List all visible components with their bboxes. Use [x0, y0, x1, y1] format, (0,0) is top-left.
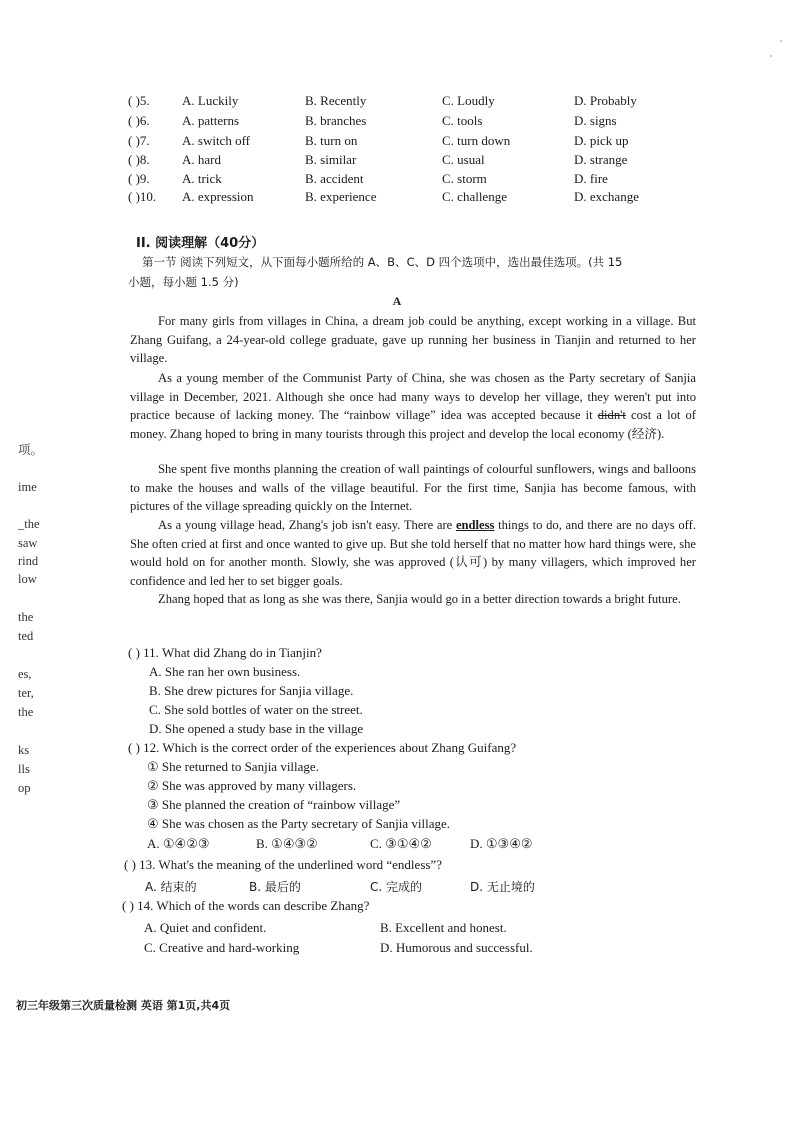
option-d: D. exchange	[574, 189, 639, 204]
margin-fragment: saw	[18, 536, 38, 550]
paragraph-text-part: things to do, and there are no days off. She often cried at first and once wanted to give up. But she told herself that no matter how hard things were, she would hold on for another month. Slowly, she was approved (认可) by many villagers, which improved her confidence and led her to set bigger goals.	[130, 518, 696, 588]
margin-fragment: op	[18, 781, 31, 795]
margin-fragment: ime	[18, 480, 37, 494]
question-13-option-c: C. 完成的	[370, 880, 423, 894]
paragraph-text: She spent five months planning the creation of wall paintings of colourful sunflowers, wings and balloons to make the houses and walls of the village beautiful. For the first time, Sanjia has become famous, with pictures of the village spreading quickly on the Internet.	[130, 462, 696, 514]
paragraph-text: For many girls from villages in China, a dream job could be anything, except working in a village. But Zhang Guifang, a 24-year-old college graduate, gave up running her business in Tianjin and returned to her village.	[130, 314, 696, 366]
margin-fragment: es,	[18, 667, 32, 681]
option-d: D. pick up	[574, 133, 629, 148]
option-b: B. experience	[305, 189, 377, 204]
option-c: C. challenge	[442, 189, 507, 204]
question-number: ( )7.	[128, 133, 150, 148]
question-12-option-a: A. ①④②③	[147, 836, 210, 851]
question-14-option-b: B. Excellent and honest.	[380, 920, 507, 935]
struck-word: didn't	[597, 408, 626, 423]
paragraph-text	[130, 369, 696, 443]
passage-paragraph-3	[130, 460, 696, 516]
option-b: B. branches	[305, 113, 367, 128]
question-number: ( )9.	[128, 171, 150, 186]
question-11-option-d: D. She opened a study base in the village	[149, 721, 364, 736]
question-13-option-d: D. 无止境的	[470, 880, 535, 894]
question-12-event-1: ① She returned to Sanjia village.	[147, 759, 319, 774]
option-a: A. trick	[182, 171, 222, 186]
question-number: ( )6.	[128, 113, 150, 128]
question-14-option-a: A. Quiet and confident.	[144, 920, 267, 935]
margin-fragment: _the	[18, 517, 40, 531]
paragraph-text-part: cost a lot of money. Zhang hoped to bring in many tourists through this project and develop the local economy (经济).	[130, 408, 696, 441]
question-14-option-d: D. Humorous and successful.	[380, 940, 533, 955]
paragraph-text-part: As a young village head, Zhang's job isn't easy. There are	[158, 518, 456, 532]
option-d: D. fire	[574, 171, 608, 186]
question-11-option-a: A. She ran her own business.	[149, 664, 301, 679]
option-c: C. usual	[442, 152, 485, 167]
question-number: ( )5.	[128, 93, 150, 108]
margin-fragment: rind	[18, 554, 39, 568]
question-12-option-b: B. ①④③②	[256, 836, 318, 851]
option-d: D. strange	[574, 152, 628, 167]
section-instruction-line1: 第一节 阅读下列短文，从下面每小题所给的 A、B、C、D 四个选项中，选出最佳选项。(共 15	[142, 255, 623, 269]
margin-fragment: the	[18, 705, 34, 719]
option-a: A. hard	[182, 152, 221, 167]
question-12-event-4: ④ She was chosen as the Party secretary of Sanjia village.	[147, 816, 450, 831]
question-13-stem: ( ) 13. What's the meaning of the underlined word “endless”?	[124, 857, 442, 872]
paragraph-text-part: As a young member of the Communist Party of China, she was chosen as the Party secretary of Sanjia village in December, 2021. Although she once had many ways to develop her village, they weren't put into practice because of lacking money. The “rainbow village” idea was accepted because it	[130, 371, 696, 423]
option-a: A. switch off	[182, 133, 251, 148]
passage-paragraph-4	[130, 516, 696, 590]
question-11-option-c: C. She sold bottles of water on the street.	[149, 702, 363, 717]
option-a: A. patterns	[182, 113, 240, 128]
question-13-option-b: B. 最后的	[249, 880, 301, 894]
margin-fragment: ter,	[18, 686, 34, 700]
margin-fragment: 项。	[18, 442, 44, 457]
margin-fragment: lls	[18, 762, 30, 776]
option-b: B. turn on	[305, 133, 358, 148]
paragraph-text: Zhang hoped that as long as she was there, Sanjia would go in a better direction towards a bright future.	[158, 592, 681, 606]
section-title: II. 阅读理解（40分）	[136, 236, 265, 251]
question-12-event-3: ③ She planned the creation of “rainbow village”	[147, 797, 401, 812]
question-12-event-2: ② She was approved by many villagers.	[147, 778, 357, 793]
scan-speck	[770, 55, 772, 57]
question-14-option-c: C. Creative and hard-working	[144, 940, 300, 955]
margin-fragment: the	[18, 610, 34, 624]
question-12-option-c: C. ③①④②	[370, 836, 432, 851]
question-12-option-d: D. ①③④②	[470, 836, 533, 851]
underlined-word: endless	[455, 518, 495, 532]
option-b: B. similar	[305, 152, 357, 167]
option-b: B. Recently	[305, 93, 367, 108]
scan-speck	[780, 40, 782, 42]
option-a: A. expression	[182, 189, 254, 204]
passage-title: A	[392, 294, 402, 308]
option-c: C. tools	[442, 113, 483, 128]
passage-paragraph-5	[130, 590, 696, 609]
option-d: D. Probably	[574, 93, 637, 108]
section-instruction-line2: 小题，每小题 1.5 分)	[128, 275, 239, 289]
question-13-option-a: A. 结束的	[145, 880, 197, 894]
option-c: C. Loudly	[442, 93, 495, 108]
passage-paragraph-2	[130, 369, 696, 443]
margin-fragment: low	[18, 572, 37, 586]
paragraph-text	[130, 516, 696, 590]
option-b: B. accident	[305, 171, 364, 186]
margin-fragment: ks	[18, 743, 30, 757]
passage-paragraph-1	[130, 312, 696, 368]
option-a: A. Luckily	[182, 93, 239, 108]
option-c: C. turn down	[442, 133, 511, 148]
question-number: ( )10.	[128, 189, 157, 204]
margin-fragment: ted	[18, 629, 34, 643]
question-11-option-b: B. She drew pictures for Sanjia village.	[149, 683, 354, 698]
question-number: ( )8.	[128, 152, 150, 167]
option-c: C. storm	[442, 171, 487, 186]
question-12-stem: ( ) 12. Which is the correct order of the experiences about Zhang Guifang?	[128, 740, 517, 755]
page-footer: 初三年级第三次质量检测 英语 第1页,共4页	[16, 999, 231, 1012]
option-d: D. signs	[574, 113, 617, 128]
question-14-stem: ( ) 14. Which of the words can describe Zhang?	[122, 898, 370, 913]
question-11-stem: ( ) 11. What did Zhang do in Tianjin?	[128, 645, 322, 660]
